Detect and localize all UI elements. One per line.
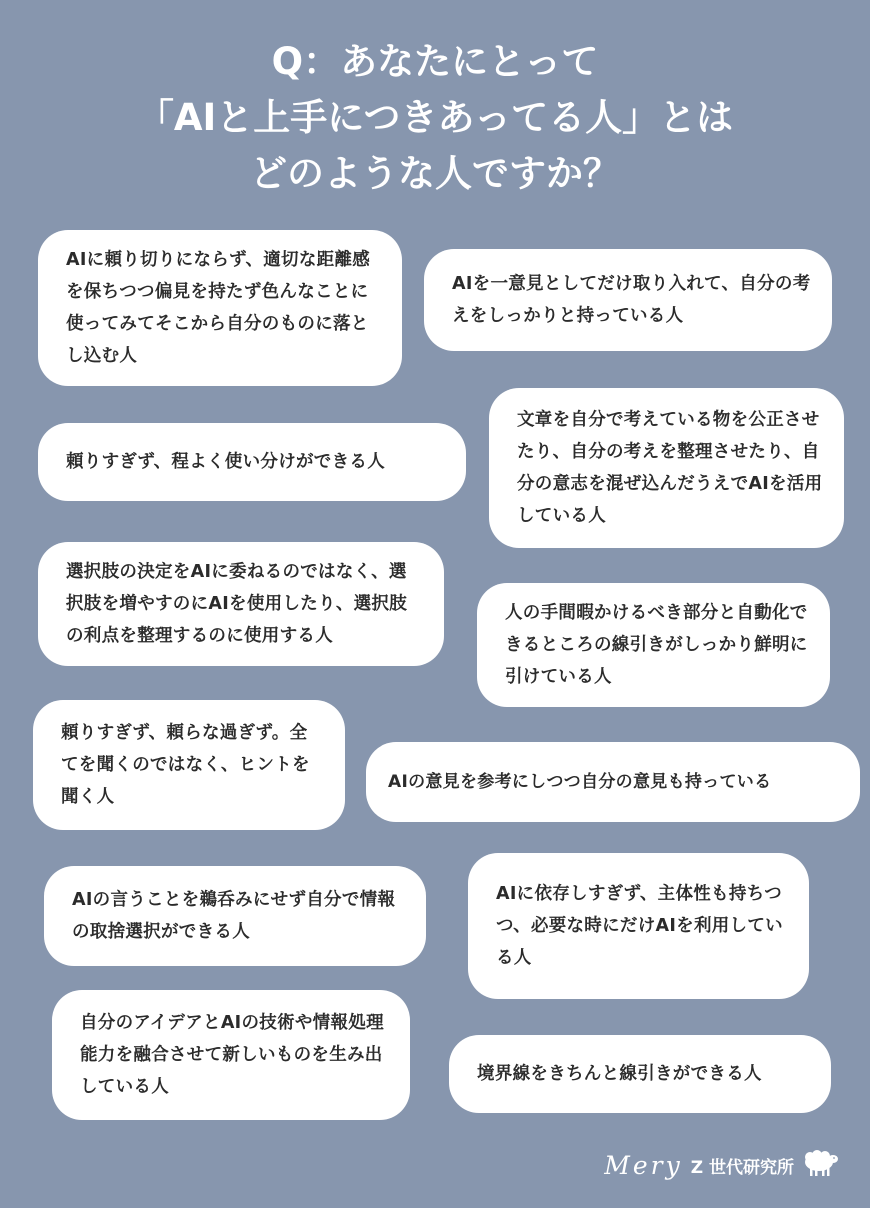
answer-text-6: 人の手間暇かけるべき部分と自動化できるところの線引きがしっかり鮮明に引けている人	[505, 603, 808, 687]
answer-text-8: AIの意見を参考にしつつ自分の意見も持っている	[388, 772, 772, 792]
answer-text-3: 頼りすぎず、程よく使い分けができる人	[66, 452, 385, 472]
answer-text-4: 文章を自分で考えている物を公正させたり、自分の考えを整理させたり、自分の意志を混ぜ込んだうえでAIを活用している人	[517, 410, 823, 526]
answer-bubble-2	[424, 249, 832, 351]
answer-text-9: AIの言うことを鵜呑みにせず自分で情報の取捨選択ができる人	[72, 890, 396, 942]
page-title	[0, 34, 870, 202]
title-line-3: どのような人ですか？	[250, 152, 620, 195]
lab-name: Z 世代研究所	[690, 1157, 794, 1178]
answer-bubble-6	[477, 583, 830, 707]
answer-text-11: 自分のアイデアとAIの技術や情報処理能力を融合させて新しいものを生み出している人	[80, 1013, 384, 1097]
answer-bubble-4	[489, 388, 844, 548]
answer-bubble-3	[38, 423, 466, 501]
answer-text-2: AIを一意見としてだけ取り入れて、自分の考えをしっかりと持っている人	[452, 274, 811, 326]
answer-bubble-5	[38, 542, 444, 666]
answer-bubble-11	[52, 990, 410, 1120]
sheep-icon	[800, 1148, 840, 1182]
title-line-1: Q：あなたにとって	[271, 40, 599, 83]
title-line-2: 「AIと上手につきあってる人」とは	[136, 96, 734, 139]
answer-text-7: 頼りすぎず、頼らな過ぎず。全てを聞くのではなく、ヒントを聞く人	[61, 723, 310, 807]
answer-bubble-7	[33, 700, 345, 830]
answer-text-10: AIに依存しすぎず、主体性も持ちつつ、必要な時にだけAIを利用している人	[496, 884, 783, 968]
answer-text-1: AIに頼り切りにならず、適切な距離感を保ちつつ偏見を持たず色んなことに使ってみてそこから自分のものに落とし込む人	[66, 250, 371, 366]
answer-bubble-10	[468, 853, 809, 999]
answer-text-12: 境界線をきちんと線引きができる人	[477, 1064, 762, 1084]
footer-brand	[604, 1148, 840, 1182]
mery-logo: Mery	[604, 1150, 683, 1180]
answer-bubble-8	[366, 742, 860, 822]
answer-bubble-12	[449, 1035, 831, 1113]
answer-bubble-1	[38, 230, 402, 386]
answer-bubble-9	[44, 866, 426, 966]
answer-text-5: 選択肢の決定をAIに委ねるのではなく、選択肢を増やすのにAIを使用したり、選択肢の利点を整理するのに使用する人	[66, 562, 408, 646]
